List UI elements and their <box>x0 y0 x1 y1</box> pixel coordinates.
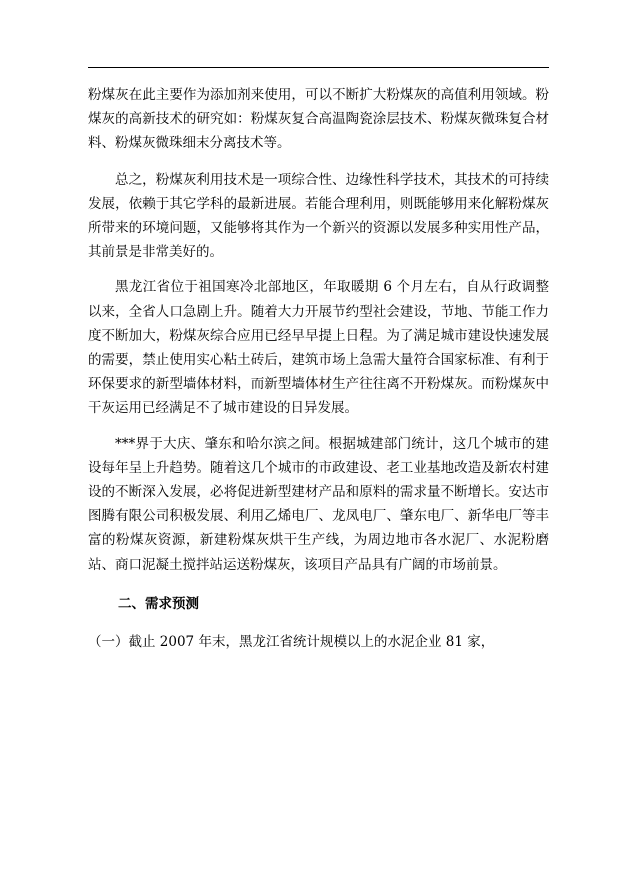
paragraph-summary: 总之，粉煤灰利用技术是一项综合性、边缘性科学技术，其技术的可持续发展，依赖于其它学科的最新进展。若能合理利用，则既能够用来化解粉煤灰所带来的环境问题，又能够将其作为一个新兴的资源以发展多种实用性产品，其前景是非常美好的。 <box>88 171 549 261</box>
paragraph-heilongjiang: 黑龙江省位于祖国寒冷北部地区，年取暖期 6 个月左右，自从行政调整以来，全省人口急剧上升。随着大力开展节约型社会建设，节地、节能工作力度不断加大，粉煤灰综合应用已经早早提上日程。为了满足城市建设快速发展的需要，禁止使用实心粘土砖后，建筑市场上急需大量符合国家标准、有利于环保要求的新型墙体材料，而新型墙体材生产往往离不开粉煤灰。而粉煤灰中干灰运用已经满足不了城市建设的日异发展。 <box>88 279 549 417</box>
header-rule <box>88 67 549 68</box>
paragraph-cement-enterprises: （一）截止 2007 年末，黑龙江省统计规模以上的水泥企业 81 家， <box>88 633 495 650</box>
paragraph-market: ***界于大庆、肇东和哈尔滨之间。根据城建部门统计，这几个城市的建设每年呈上升趋势。随着这几个城市的市政建设、老工业基地改造及新农村建设的不断深入发展，必将促进新型建材产品和原料的需求量不断增长。安达市图腾有限公司积极发展、利用乙烯电厂、龙凤电厂、肇东电厂、新华电厂等丰富的粉煤灰资源，新建粉煤灰烘干生产线，为周边地市各水泥厂、水泥粉磨站、商口泥凝土搅拌站运送粉煤灰，该项目产品具有广阔的市场前景。 <box>88 435 549 573</box>
section-heading-demand-forecast: 二、需求预测 <box>118 595 199 612</box>
paragraph-fly-ash-additive: 粉煤灰在此主要作为添加剂来使用，可以不断扩大粉煤灰的高值利用领域。粉煤灰的高新技术的研究如：粉煤灰复合高温陶瓷涂层技术、粉煤灰微珠复合材料、粉煤灰微珠细末分离技术等。 <box>88 87 549 152</box>
document-body <box>88 83 549 654</box>
